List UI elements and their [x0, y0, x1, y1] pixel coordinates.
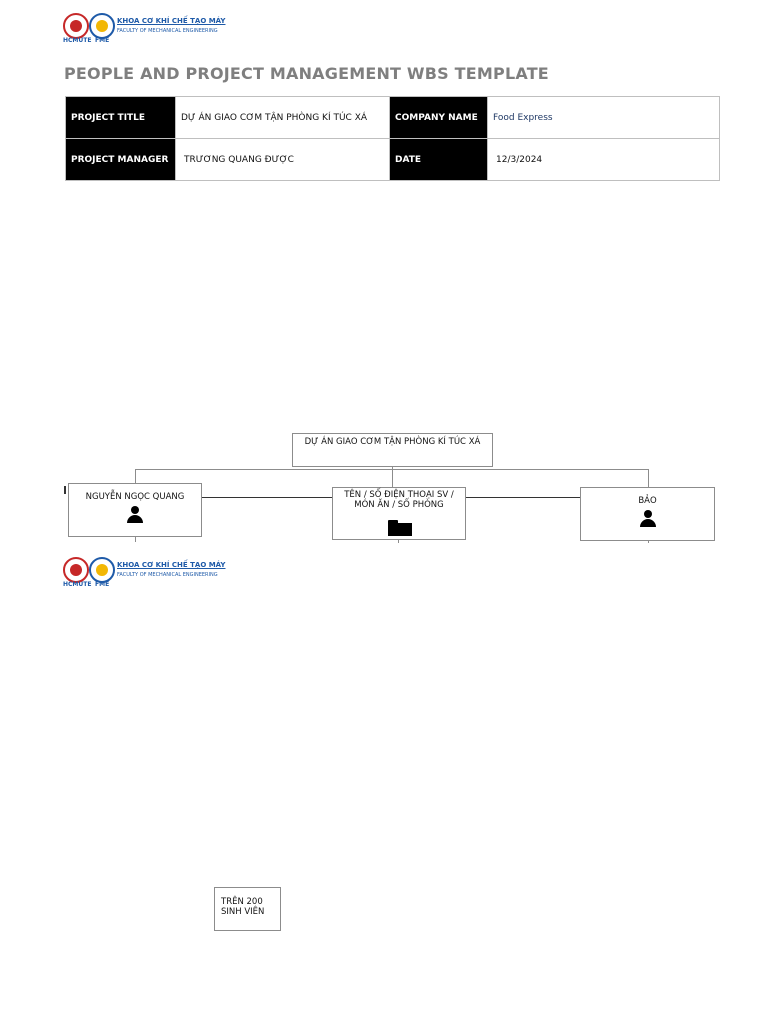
connector-line	[392, 467, 393, 487]
person-icon	[640, 510, 656, 528]
university-abbr: HCMUTE	[63, 581, 92, 588]
folder-icon	[388, 520, 412, 536]
stray-mark	[64, 486, 66, 494]
faculty-abbr: FME	[95, 581, 110, 588]
student-count-box[interactable]	[214, 887, 281, 931]
connector-line	[648, 469, 649, 487]
wbs-root-node[interactable]	[292, 433, 493, 467]
company-name-value[interactable]: Food Express	[488, 97, 720, 139]
faculty-name-vi: KHOA CƠ KHÍ CHẾ TẠO MÁY	[117, 17, 226, 25]
faculty-abbr: FME	[95, 37, 110, 44]
project-manager-value[interactable]: TRƯƠNG QUANG ĐƯỢC	[176, 139, 390, 181]
project-info-table	[65, 96, 720, 181]
project-manager-label: PROJECT MANAGER	[66, 139, 176, 181]
university-emblem-icon	[63, 13, 89, 39]
wbs-node-member-1[interactable]	[68, 483, 202, 537]
connector-line	[465, 497, 580, 498]
wbs-node-label: BẢO	[638, 496, 657, 506]
wbs-node-label: NGUYỄN NGỌC QUANG	[85, 492, 185, 502]
wbs-node-member-2[interactable]	[580, 487, 715, 541]
university-abbr: HCMUTE	[63, 37, 92, 44]
person-icon	[127, 506, 143, 524]
student-count-label: TRÊN 200 SINH VIÊN	[221, 897, 265, 917]
project-title-value[interactable]: DỰ ÁN GIAO CƠM TẬN PHÒNG KÍ TÚC XÁ	[176, 97, 390, 139]
wbs-node-label: TÊN / SỐ ĐIỆN THOẠI SV / MÓN ĂN / SỐ PHÒNG	[344, 490, 454, 510]
date-value[interactable]: 12/3/2024	[488, 139, 720, 181]
faculty-emblem-icon	[89, 557, 115, 583]
table-row	[66, 97, 720, 139]
wbs-node-data-fields[interactable]	[332, 487, 466, 540]
project-title-label: PROJECT TITLE	[66, 97, 176, 139]
faculty-name-en: FACULTY OF MECHANICAL ENGINEERING	[117, 572, 218, 578]
connector-line	[135, 469, 136, 483]
wbs-root-label: DỰ ÁN GIAO CƠM TẬN PHÒNG KÍ TÚC XÁ	[304, 437, 481, 447]
faculty-logo	[63, 13, 233, 49]
connector-line	[135, 469, 649, 470]
table-row	[66, 139, 720, 181]
faculty-logo	[63, 557, 233, 593]
university-emblem-icon	[63, 557, 89, 583]
company-name-label: COMPANY NAME	[390, 97, 488, 139]
faculty-name-en: FACULTY OF MECHANICAL ENGINEERING	[117, 28, 218, 34]
date-label: DATE	[390, 139, 488, 181]
faculty-name-vi: KHOA CƠ KHÍ CHẾ TẠO MÁY	[117, 561, 226, 569]
connector-line	[201, 497, 332, 498]
faculty-emblem-icon	[89, 13, 115, 39]
page-title: PEOPLE AND PROJECT MANAGEMENT WBS TEMPLATE	[64, 64, 549, 83]
